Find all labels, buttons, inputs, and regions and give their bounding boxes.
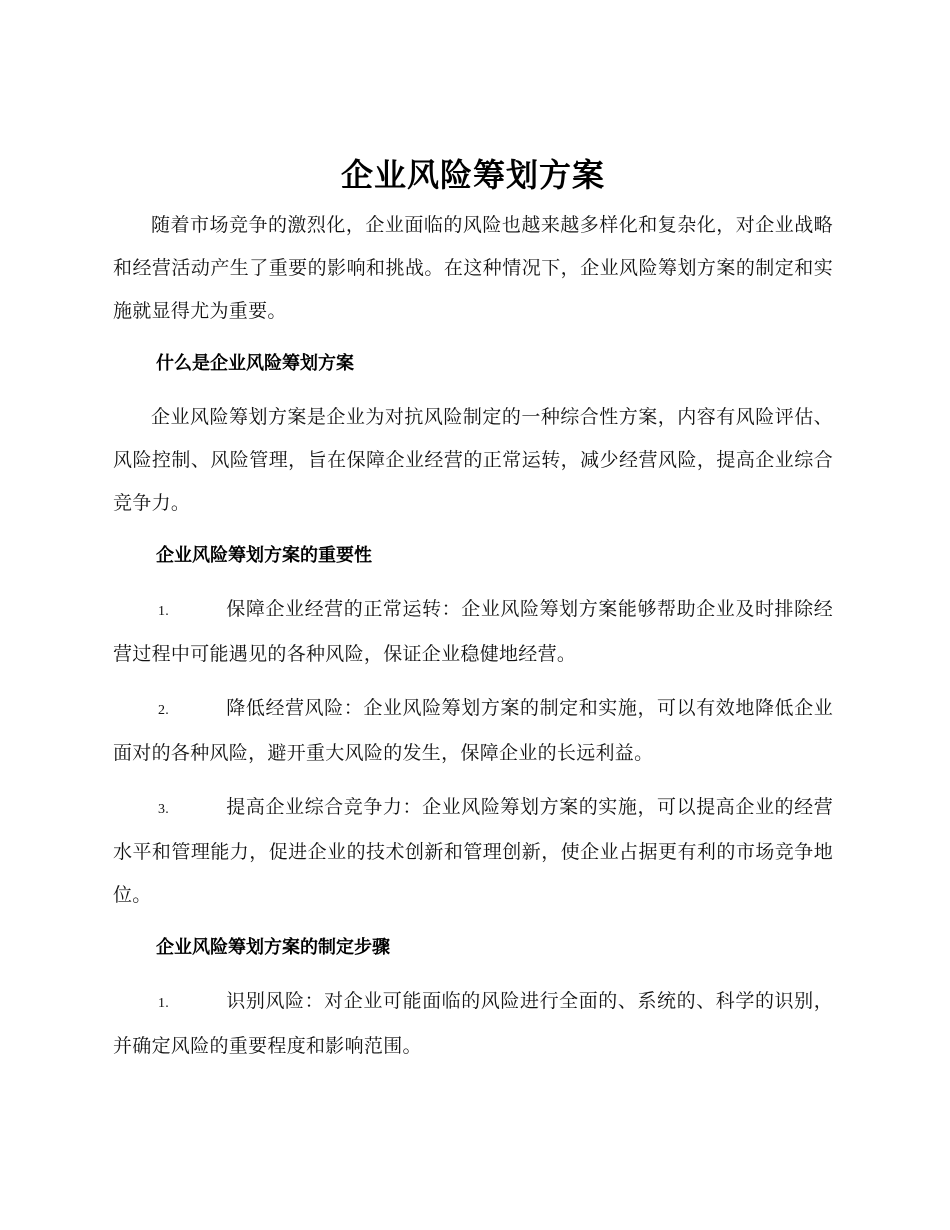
list-item: [113, 786, 833, 917]
list-item-number: 1.: [158, 604, 170, 619]
section-heading-importance: 企业风险筹划方案的重要性: [156, 545, 372, 566]
list-item: [113, 980, 833, 1068]
list-item-number: 1.: [158, 996, 170, 1011]
list-item-text: 降低经营风险：企业风险筹划方案的制定和实施，可以有效地降低企业面对的各种风险，避开重大风险的发生，保障企业的长远利益。: [113, 697, 833, 764]
section-heading-steps: 企业风险筹划方案的制定步骤: [156, 937, 390, 958]
list-item-number: 3.: [158, 802, 170, 817]
intro-paragraph: 随着市场竞争的激烈化，企业面临的风险也越来越多样化和复杂化，对企业战略和经营活动产生了重要的影响和挑战。在这种情况下，企业风险筹划方案的制定和实施就显得尤为重要。: [113, 214, 833, 322]
list-item-number: 2.: [158, 703, 170, 718]
definition-paragraph: 企业风险筹划方案是企业为对抗风险制定的一种综合性方案，内容有风险评估、风险控制、风险管理，旨在保障企业经营的正常运转，减少经营风险，提高企业综合竞争力。: [113, 406, 833, 514]
document-page: [113, 146, 833, 1079]
section-heading-definition: 什么是企业风险筹划方案: [156, 353, 354, 374]
document-title: 企业风险筹划方案: [340, 156, 605, 194]
list-item-text: 保障企业经营的正常运转：企业风险筹划方案能够帮助企业及时排除经营过程中可能遇见的各种风险，保证企业稳健地经营。: [113, 598, 833, 665]
list-item: [113, 687, 833, 775]
list-item-text: 提高企业综合竞争力：企业风险筹划方案的实施，可以提高企业的经营水平和管理能力，促进企业的技术创新和管理创新，使企业占据更有利的市场竞争地位。: [113, 796, 833, 906]
list-item-text: 识别风险：对企业可能面临的风险进行全面的、系统的、科学的识别，并确定风险的重要程度和影响范围。: [113, 990, 833, 1057]
list-item: [113, 588, 833, 676]
